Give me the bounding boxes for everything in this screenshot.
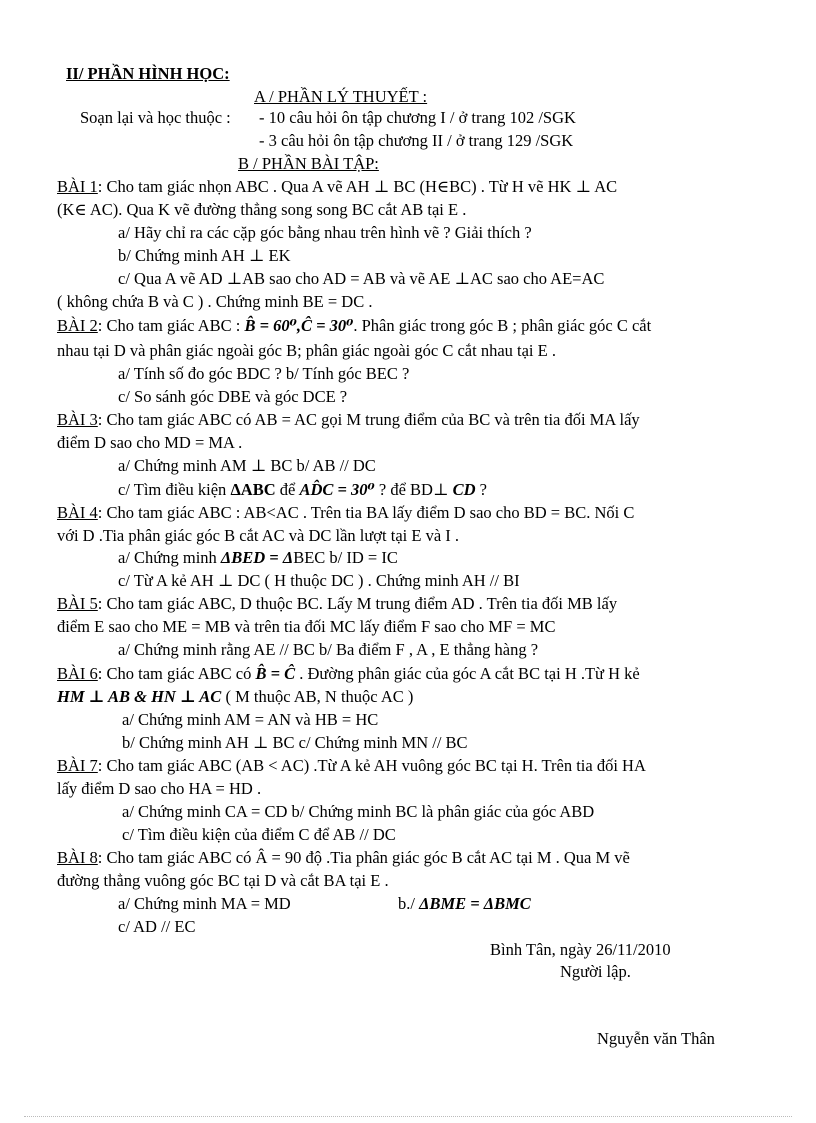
bai1-label: BÀI 1 xyxy=(57,177,98,196)
bai1-item-b: b/ Chứng minh AH ⊥ EK xyxy=(118,246,291,265)
bai2-formula: B̂ = 60⁰,Ĉ = 30⁰ xyxy=(244,316,354,335)
bai8-line1: BÀI 8: Cho tam giác ABC có Â = 90 độ .Tia phân giác góc B cắt AC tại M . Qua M vẽ xyxy=(57,848,630,867)
part-a-heading: A / PHẦN LÝ THUYẾT : xyxy=(254,87,428,106)
bai7-label: BÀI 7 xyxy=(57,756,98,775)
bai4-label: BÀI 4 xyxy=(57,503,98,522)
bai4-item-c: c/ Từ A kẻ AH ⊥ DC ( H thuộc DC ) . Chứng minh AH // BI xyxy=(118,571,520,590)
bai6-line2: HM ⊥ AB & HN ⊥ AC ( M thuộc AB, N thuộc AC ) xyxy=(57,687,414,706)
bai6-formula: HM ⊥ AB & HN ⊥ AC xyxy=(57,687,222,706)
bai2-label: BÀI 2 xyxy=(57,316,98,335)
bai3-item-a: a/ Chứng minh AM ⊥ BC b/ AB // DC xyxy=(118,456,376,475)
signature-place-date: Bình Tân, ngày 26/11/2010 xyxy=(490,940,671,959)
bai3-line2: điểm D sao cho MD = MA . xyxy=(57,433,243,452)
page-bottom-divider xyxy=(24,1116,792,1117)
bai3-item-c: c/ Tìm điều kiện ΔABC để AD̂C = 30⁰ ? để BD⊥ CD ? xyxy=(118,480,487,499)
section-title: II/ PHẦN HÌNH HỌC: xyxy=(66,64,230,83)
part-a-item-1: - 10 câu hỏi ôn tập chương I / ở trang 102 /SGK xyxy=(259,108,576,127)
bai2-item-c: c/ So sánh góc DBE và góc DCE ? xyxy=(118,387,348,406)
bai3-label: BÀI 3 xyxy=(57,410,98,429)
bai6-label: BÀI 6 xyxy=(57,664,98,683)
bai3-line1: BÀI 3: Cho tam giác ABC có AB = AC gọi M trung điểm của BC và trên tia đối MA lấy xyxy=(57,410,640,429)
bai6-line1: BÀI 6: Cho tam giác ABC có B̂ = Ĉ . Đường phân giác của góc A cắt BC tại H .Từ H kẻ xyxy=(57,664,640,683)
bai4-item-a: a/ Chứng minh ΔBED = ΔBEC b/ ID = IC xyxy=(118,548,398,567)
bai4-line2: với D .Tia phân giác góc B cắt AC và DC lần lượt tại E và I . xyxy=(57,526,460,545)
bai7-line2: lấy điểm D sao cho HA = HD . xyxy=(57,779,262,798)
bai2-line2: nhau tại D và phân giác ngoài góc B; phân giác ngoài góc C cắt nhau tại E . xyxy=(57,341,556,360)
signature-name: Nguyễn văn Thân xyxy=(597,1029,715,1048)
part-a-prefix: Soạn lại và học thuộc : xyxy=(80,108,231,127)
signature-role: Người lập. xyxy=(560,962,631,981)
bai8-item-a: a/ Chứng minh MA = MD xyxy=(118,894,291,913)
bai1-line3: ( không chứa B và C ) . Chứng minh BE = DC . xyxy=(57,292,373,311)
bai2-item-a: a/ Tính số đo góc BDC ? b/ Tính góc BEC ? xyxy=(118,364,410,383)
bai5-item-a: a/ Chứng minh rằng AE // BC b/ Ba điểm F , A , E thẳng hàng ? xyxy=(118,640,539,659)
bai1-line2: (K∈ AC). Qua K vẽ đường thẳng song song BC cắt AB tại E . xyxy=(57,200,467,219)
bai1-item-c: c/ Qua A vẽ AD ⊥AB sao cho AD = AB và vẽ AE ⊥AC sao cho AE=AC xyxy=(118,269,605,288)
bai5-line2: điểm E sao cho ME = MB và trên tia đối MC lấy điểm F sao cho MF = MC xyxy=(57,617,556,636)
bai4-line1: BÀI 4: Cho tam giác ABC : AB<AC . Trên tia BA lấy điểm D sao cho BD = BC. Nối C xyxy=(57,503,635,522)
bai5-label: BÀI 5 xyxy=(57,594,98,613)
bai5-line1: BÀI 5: Cho tam giác ABC, D thuộc BC. Lấy M trung điểm AD . Trên tia đối MB lấy xyxy=(57,594,618,613)
bai6-item-a: a/ Chứng minh AM = AN và HB = HC xyxy=(122,710,379,729)
bai6-item-b: b/ Chứng minh AH ⊥ BC c/ Chứng minh MN // BC xyxy=(122,733,468,752)
bai8-line2: đường thẳng vuông góc BC tại D và cắt BA tại E . xyxy=(57,871,389,890)
bai1-item-a: a/ Hãy chỉ ra các cặp góc bằng nhau trên hình vẽ ? Giải thích ? xyxy=(118,223,532,242)
bai7-line1: BÀI 7: Cho tam giác ABC (AB < AC) .Từ A kẻ AH vuông góc BC tại H. Trên tia đối HA xyxy=(57,756,646,775)
bai8-item-b: b./ ΔBME = ΔBMC xyxy=(398,894,531,913)
bai1-line1: BÀI 1: Cho tam giác nhọn ABC . Qua A vẽ AH ⊥ BC (H∈BC) . Từ H vẽ HK ⊥ AC xyxy=(57,177,618,196)
bai2-line1: BÀI 2: Cho tam giác ABC : B̂ = 60⁰,Ĉ = 30⁰. Phân giác trong góc B ; phân giác góc C cắt xyxy=(57,316,652,335)
bai8-item-c: c/ AD // EC xyxy=(118,917,196,936)
part-a-item-2: - 3 câu hỏi ôn tập chương II / ở trang 129 /SGK xyxy=(259,131,574,150)
bai8-label: BÀI 8 xyxy=(57,848,98,867)
bai7-item-a: a/ Chứng minh CA = CD b/ Chứng minh BC là phân giác của góc ABD xyxy=(122,802,595,821)
part-b-heading: B / PHẦN BÀI TẬP: xyxy=(238,154,379,173)
bai7-item-c: c/ Tìm điều kiện của điểm C để AB // DC xyxy=(122,825,396,844)
